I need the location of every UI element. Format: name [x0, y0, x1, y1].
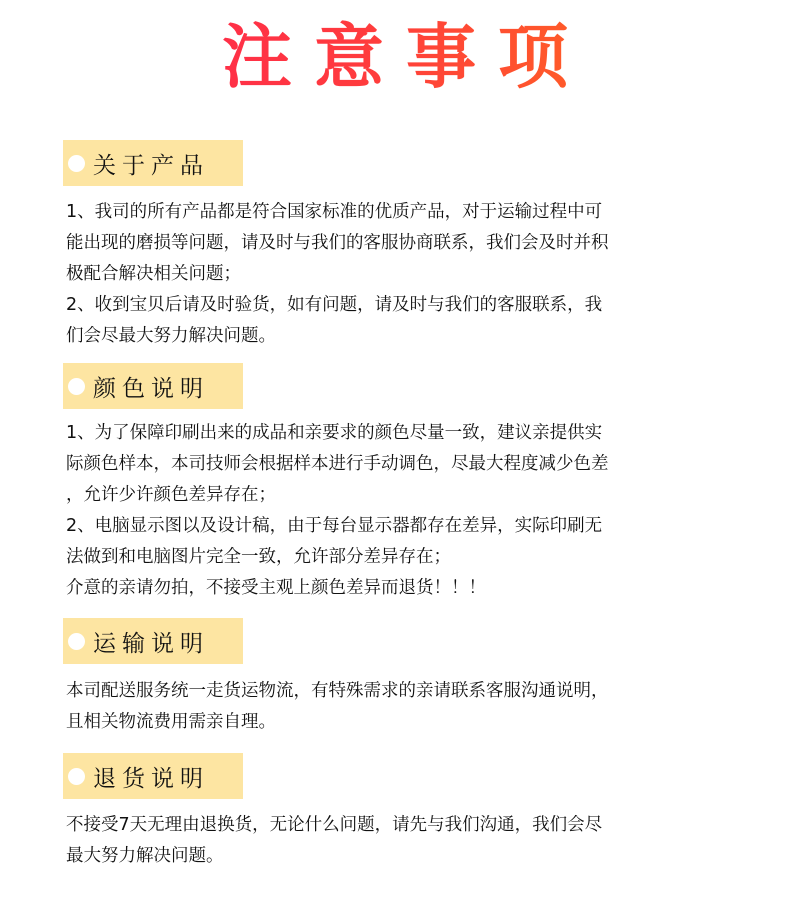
bullet-dot-icon	[68, 768, 85, 785]
section-body-about-product	[66, 197, 746, 352]
section-heading: 退货说明	[93, 765, 209, 792]
paragraph-line: 法做到和电脑图片完全一致，允许部分差异存在；	[66, 547, 451, 567]
paragraph-line: 不接受7天无理由退换货，无论什么问题，请先与我们沟通，我们会尽	[66, 815, 603, 835]
paragraph-line: 且相关物流费用需亲自理。	[66, 712, 276, 732]
paragraph-line: 介意的亲请勿拍，不接受主观上颜色差异而退货！！！	[66, 578, 486, 598]
paragraph-line: 极配合解决相关问题；	[66, 264, 241, 284]
section-body-shipping-notes	[66, 676, 746, 738]
paragraph-line: 2、电脑显示图以及设计稿，由于每台显示器都存在差异，实际印刷无	[66, 516, 603, 536]
paragraph-line: ，允许少许颜色差异存在；	[66, 485, 276, 505]
section-heading: 颜色说明	[93, 375, 209, 402]
paragraph-line: 能出现的磨损等问题，请及时与我们的客服协商联系，我们会及时并积	[66, 233, 609, 253]
section-header-shipping-notes	[63, 618, 243, 664]
section-header-color-notes	[63, 363, 243, 409]
section-header-about-product	[63, 140, 243, 186]
paragraph-line: 们会尽最大努力解决问题。	[66, 326, 276, 346]
section-heading: 运输说明	[93, 630, 209, 657]
paragraph-line: 2、收到宝贝后请及时验货，如有问题，请及时与我们的客服联系，我	[66, 295, 603, 315]
page-title: 注意事项	[0, 12, 790, 102]
paragraph-line: 1、我司的所有产品都是符合国家标准的优质产品，对于运输过程中可	[66, 202, 603, 222]
paragraph-line: 最大努力解决问题。	[66, 846, 224, 866]
section-heading: 关于产品	[93, 152, 209, 179]
paragraph-line: 1、为了保障印刷出来的成品和亲要求的颜色尽量一致，建议亲提供实	[66, 423, 603, 443]
bullet-dot-icon	[68, 378, 85, 395]
paragraph-line: 本司配送服务统一走货运物流，有特殊需求的亲请联系客服沟通说明，	[66, 681, 609, 701]
section-header-return-notes	[63, 753, 243, 799]
section-body-color-notes	[66, 418, 746, 604]
section-body-return-notes	[66, 810, 746, 872]
bullet-dot-icon	[68, 633, 85, 650]
paragraph-line: 际颜色样本，本司技师会根据样本进行手动调色，尽最大程度减少色差	[66, 454, 609, 474]
bullet-dot-icon	[68, 155, 85, 172]
